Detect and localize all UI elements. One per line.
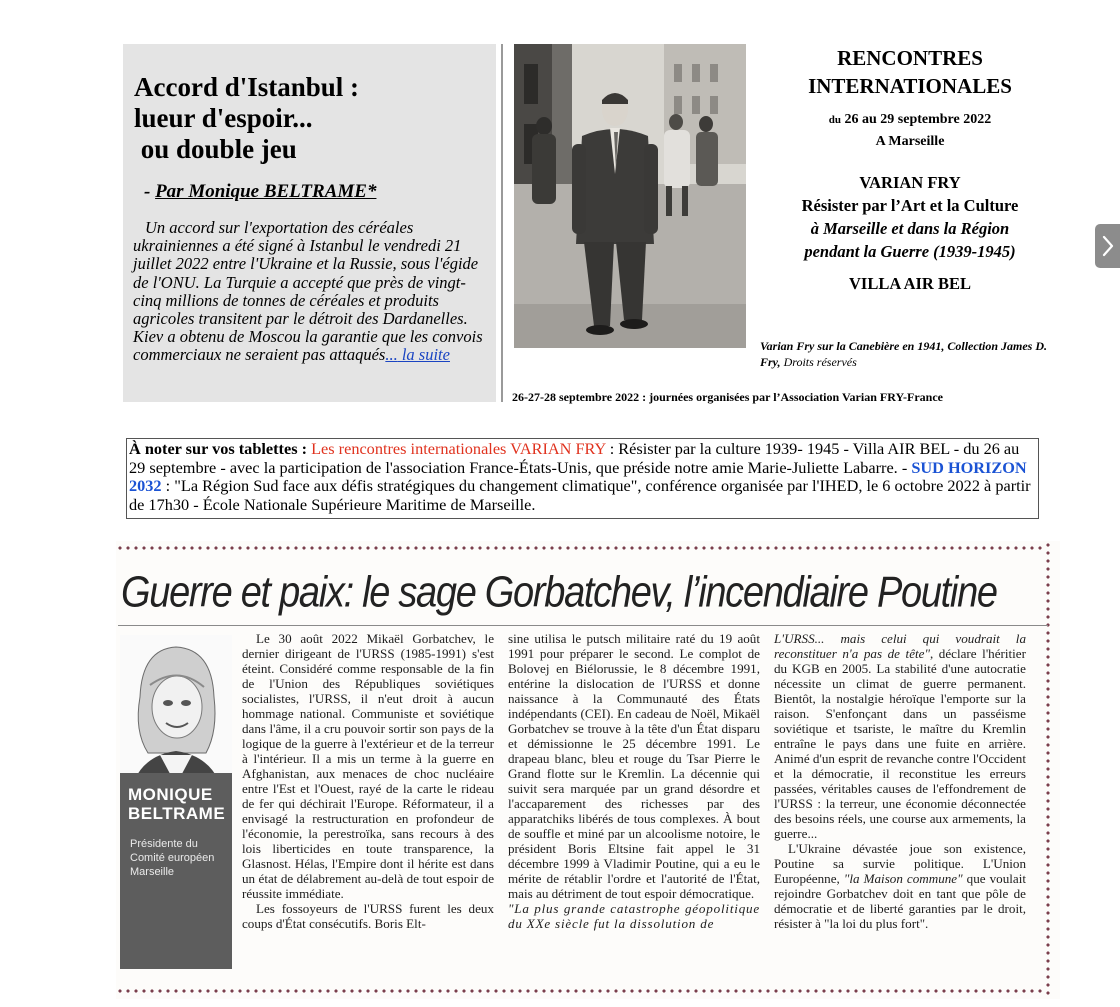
column-paragraph bbox=[774, 631, 1026, 841]
event-title-line1: RENCONTRES bbox=[837, 46, 983, 70]
event-resister: Résister par l’Art et la Culture bbox=[801, 196, 1019, 215]
column-paragraph: Le 30 août 2022 Mikaël Gorbatchev, le dernier dirigeant de l'URSS (1985-1991) s'est éteint. Considéré comme responsable de la fin de l'Union des Républiques soviétiques socialistes, l'URSS, il n'eut droit à aucun hommage national. Communiste et soviétique dans l'âme, il a cru pouvoir sortir son pays de la logique de la guerre à l'extérieur et de la terreur à l'intérieur. Il a mis un terme à la guerre en Afghanistan, aux menaces de choc nucléaire entre l'Est et l'Ouest, rayé de la carte le rideau de fer qui déchirait l'Europe. Réformateur, il a envisagé la restructuration en profondeur de l'économie, la perestroïka, sans recours à des lois liberticides en toute transparence, la Glasnost. Hélas, l'Empire dont il hérite est dans un état de délabrement au-delà de tout espoir de réussite immédiate. bbox=[242, 631, 494, 901]
column-text: que voulait rejoindre Gorbatchev doit en tant que pôle de démocratie et de liberté garanties par le droit, résister à "la loi du plus fort". bbox=[774, 871, 1026, 931]
photo-caption-rights: Droits réservés bbox=[780, 355, 857, 369]
author-panel bbox=[120, 773, 232, 969]
event-dates-value: 26 au 29 septembre 2022 bbox=[841, 112, 992, 127]
column-paragraph bbox=[774, 841, 1026, 931]
author-role: Présidente du Comité européen Marseille bbox=[130, 838, 215, 878]
column-paragraph: Les fossoyeurs de l'URSS furent les deux coups d'État consécutifs. Boris Elt- bbox=[242, 901, 494, 931]
author-first-name: MONIQUE bbox=[128, 785, 213, 804]
dotted-border-bottom bbox=[116, 988, 1046, 994]
agenda-notice bbox=[126, 438, 1039, 519]
event-villa: VILLA AIR BEL bbox=[849, 274, 971, 293]
event-region: à Marseille et dans la Région bbox=[810, 219, 1010, 238]
varian-fry-photo bbox=[514, 44, 746, 348]
article-title-line: lueur d'espoir... bbox=[134, 103, 313, 133]
chevron-right-icon bbox=[1101, 235, 1115, 257]
clipping-column-2 bbox=[508, 631, 760, 931]
notice-event-details: : Résister par la culture 1939- 1945 - Villa AIR BEL - du 26 au 29 septembre - avec la participation de l'association France-États-Unis, que préside notre amie Marie-Juliette Labarre. - bbox=[129, 439, 1020, 477]
newspaper-clipping bbox=[116, 541, 1060, 999]
read-more-label[interactable]: la suite bbox=[397, 345, 450, 365]
article-lead-text: Un accord sur l'exportation des céréales ukrainiennes a été signé à Istanbul le vendredi 21 juillet 2022 entre l'Ukraine et la Russie, sous l'égide de l'ONU. La Turquie a accepté que près de vingt-cinq millions de tonnes de céréales et produits agricoles transitent par le détroit des Dardanelles. Kiev a obtenu de Moscou la garantie que les convois commerciaux ne seraient pas attaqués bbox=[133, 218, 483, 365]
photo-caption-text: Varian Fry sur la Canebière en 1941, Collection James D. Fry, bbox=[760, 339, 1048, 369]
article-teaser bbox=[123, 44, 496, 402]
photo-illustration bbox=[514, 44, 746, 348]
headline-rule bbox=[118, 625, 1048, 626]
author-name bbox=[128, 785, 225, 823]
article-byline bbox=[144, 181, 376, 203]
event-place: A Marseille bbox=[875, 134, 945, 149]
event-varian-fry: VARIAN FRY bbox=[859, 173, 961, 192]
column-paragraph: sine utilisa le putsch militaire raté du 19 août 1991 pour préparer le second. Le complot de Bolovej en Biélorussie, le 8 décembre 1991, entérine la dislocation de l'URSS et donne naissance à la Communauté des États indépendants (CEI). En cadeau de Noël, Mikaël Gorbatchev se trouve à la tête d'un État disparu et démissionne le 25 décembre 1991. Le drapeau blanc, bleu et rouge du Tsar Pierre le Grand flotte sur le Kremlin. La décennie qui suivit sera marquée par un grand désordre et l'accaparement des richesses par des apparatchiks libérés de tous complexes. À bout de souffle et miné par un alcoolisme notoire, le président Boris Eltsine fait appel le 31 décembre 1999 à Vladimir Poutine, qui a eu le mérite de rétablir l'ordre et l'autorité de l'État, mais au détriment de tout espoir démocratique. bbox=[508, 631, 760, 901]
author-last-name: BELTRAME bbox=[128, 804, 226, 823]
article-title-line: ou double jeu bbox=[134, 134, 297, 164]
column-quote: L'URSS... mais celui qui voudrait la reconstituer n'a pas de tête" bbox=[774, 631, 1026, 661]
column-divider bbox=[501, 44, 503, 402]
event-dates-prefix: du bbox=[828, 114, 841, 126]
next-slide-button[interactable] bbox=[1095, 224, 1120, 268]
clipping-headline: Guerre et paix: le sage Gorbatchev, l’incendiaire Poutine bbox=[121, 569, 997, 617]
column-quote: "La plus grande catastrophe géopolitique du XXe siècle fut la dissolution de bbox=[508, 901, 760, 931]
clipping-column-1 bbox=[242, 631, 494, 931]
column-quote: "la Maison commune" bbox=[843, 871, 963, 886]
article-lead bbox=[133, 219, 491, 365]
column-text: , déclare l'héritier du KGB en 2005. La stabilité d'une autocratie nécessite un climat de guerre permanent. Bientôt, la nostalgie héroïque l'emporte sur la raison. S'enfonçant dans un passéisme soviétique et tsariste, le maître du Kremlin entraîne le pays dans une fuite en arrière. Animé d'un esprit de revanche contre l'Occident et la démocratie, il reconstitue les erreurs passées, véritables causes de l'effondrement de l'URSS : la terreur, une économie déconnectée des besoins réels, une course aux armements, la guerre... bbox=[774, 646, 1026, 841]
notice-lead: À noter sur vos tablettes : bbox=[129, 439, 312, 458]
notice-sud-horizon: SUD HORIZON 2032 bbox=[129, 457, 1027, 496]
article-title-line: Accord d'Istanbul : bbox=[134, 72, 360, 102]
event-guerre: pendant la Guerre (1939-1945) bbox=[804, 242, 1016, 261]
read-more-ellipsis[interactable]: ... bbox=[385, 345, 398, 365]
column-text: L'Ukraine dévastée joue son existence, Poutine sa survie politique. L'Union Européenne, bbox=[774, 841, 1026, 886]
clipping-column-3 bbox=[774, 631, 1026, 931]
event-dates bbox=[800, 112, 1020, 128]
read-more-link[interactable] bbox=[385, 345, 450, 364]
notice-event-name: Les rencontres internationales VARIAN FRY bbox=[311, 439, 606, 458]
photo-caption bbox=[760, 338, 1050, 370]
byline-author: Par Monique BELTRAME* bbox=[155, 181, 377, 202]
event-title-line2: INTERNATIONALES bbox=[808, 74, 1012, 98]
byline-prefix: - bbox=[144, 181, 156, 202]
dotted-border-top bbox=[116, 545, 1046, 551]
event-days-note: 26-27-28 septembre 2022 : journées organisées par l’Association Varian FRY-France bbox=[512, 390, 943, 404]
article-title bbox=[134, 72, 494, 165]
notice-sud-details: : "La Région Sud face aux défis stratégiques du changement climatique", conférence organisée par l'IHED, le 6 octobre 2022 à partir de 17h30 - École Nationale Supérieure Maritime de Marseille. bbox=[129, 476, 1031, 514]
